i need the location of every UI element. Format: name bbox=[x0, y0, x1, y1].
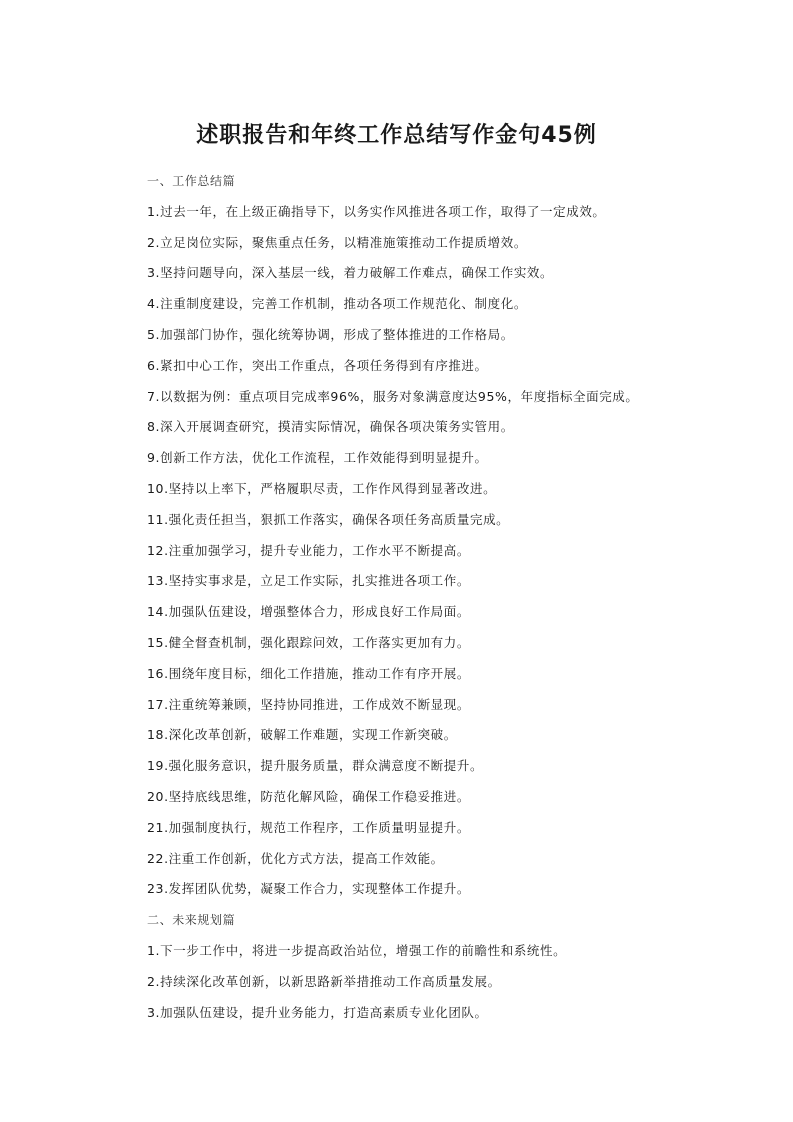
list-item: 21.加强制度执行，规范工作程序，工作质量明显提升。 bbox=[147, 819, 470, 835]
list-item: 22.注重工作创新，优化方式方法，提高工作效能。 bbox=[147, 850, 444, 866]
page-title: 述职报告和年终工作总结写作金句45例 bbox=[196, 123, 597, 148]
section-heading-work-summary: 一、工作总结篇 bbox=[147, 174, 236, 188]
list-item: 18.深化改革创新，破解工作难题，实现工作新突破。 bbox=[147, 727, 457, 743]
list-item: 17.注重统筹兼顾，坚持协同推进，工作成效不断显现。 bbox=[147, 696, 470, 712]
list-item: 13.坚持实事求是，立足工作实际，扎实推进各项工作。 bbox=[147, 573, 470, 589]
list-item: 12.注重加强学习，提升专业能力，工作水平不断提高。 bbox=[147, 542, 470, 558]
list-item: 4.注重制度建设，完善工作机制，推动各项工作规范化、制度化。 bbox=[147, 296, 527, 312]
section-heading-future-plan: 二、未来规划篇 bbox=[147, 913, 236, 928]
list-item: 10.坚持以上率下，严格履职尽责，工作作风得到显著改进。 bbox=[147, 480, 497, 496]
list-item: 15.健全督查机制，强化跟踪问效，工作落实更加有力。 bbox=[147, 634, 470, 650]
list-item: 2.立足岗位实际，聚焦重点任务，以精准施策推动工作提质增效。 bbox=[147, 234, 527, 250]
list-item: 23.发挥团队优势，凝聚工作合力，实现整体工作提升。 bbox=[147, 881, 470, 897]
list-item: 16.围绕年度目标，细化工作措施，推动工作有序开展。 bbox=[147, 665, 470, 681]
list-item: 5.加强部门协作，强化统筹协调，形成了整体推进的工作格局。 bbox=[147, 326, 514, 342]
list-item: 3.加强队伍建设，提升业务能力，打造高素质专业化团队。 bbox=[147, 1004, 488, 1020]
list-item: 1.下一步工作中，将进一步提高政治站位，增强工作的前瞻性和系统性。 bbox=[147, 942, 567, 958]
list-item: 3.坚持问题导向，深入基层一线，着力破解工作难点，确保工作实效。 bbox=[147, 265, 554, 281]
list-item: 14.加强队伍建设，增强整体合力，形成良好工作局面。 bbox=[147, 604, 470, 620]
list-item: 7.以数据为例：重点项目完成率96%，服务对象满意度达95%，年度指标全面完成。 bbox=[147, 388, 639, 404]
list-item: 1.过去一年，在上级正确指导下，以务实作风推进各项工作，取得了一定成效。 bbox=[147, 203, 606, 219]
list-item: 11.强化责任担当，狠抓工作落实，确保各项任务高质量完成。 bbox=[147, 511, 510, 527]
list-item: 8.深入开展调查研究，摸清实际情况，确保各项决策务实管用。 bbox=[147, 419, 514, 435]
list-item: 2.持续深化改革创新，以新思路新举措推动工作高质量发展。 bbox=[147, 973, 501, 989]
list-item: 9.创新工作方法，优化工作流程，工作效能得到明显提升。 bbox=[147, 450, 488, 466]
list-item: 19.强化服务意识，提升服务质量，群众满意度不断提升。 bbox=[147, 758, 484, 774]
list-item: 20.坚持底线思维，防范化解风险，确保工作稳妥推进。 bbox=[147, 788, 470, 804]
document-body bbox=[147, 166, 767, 1028]
list-item: 6.紧扣中心工作，突出工作重点，各项任务得到有序推进。 bbox=[147, 357, 488, 373]
